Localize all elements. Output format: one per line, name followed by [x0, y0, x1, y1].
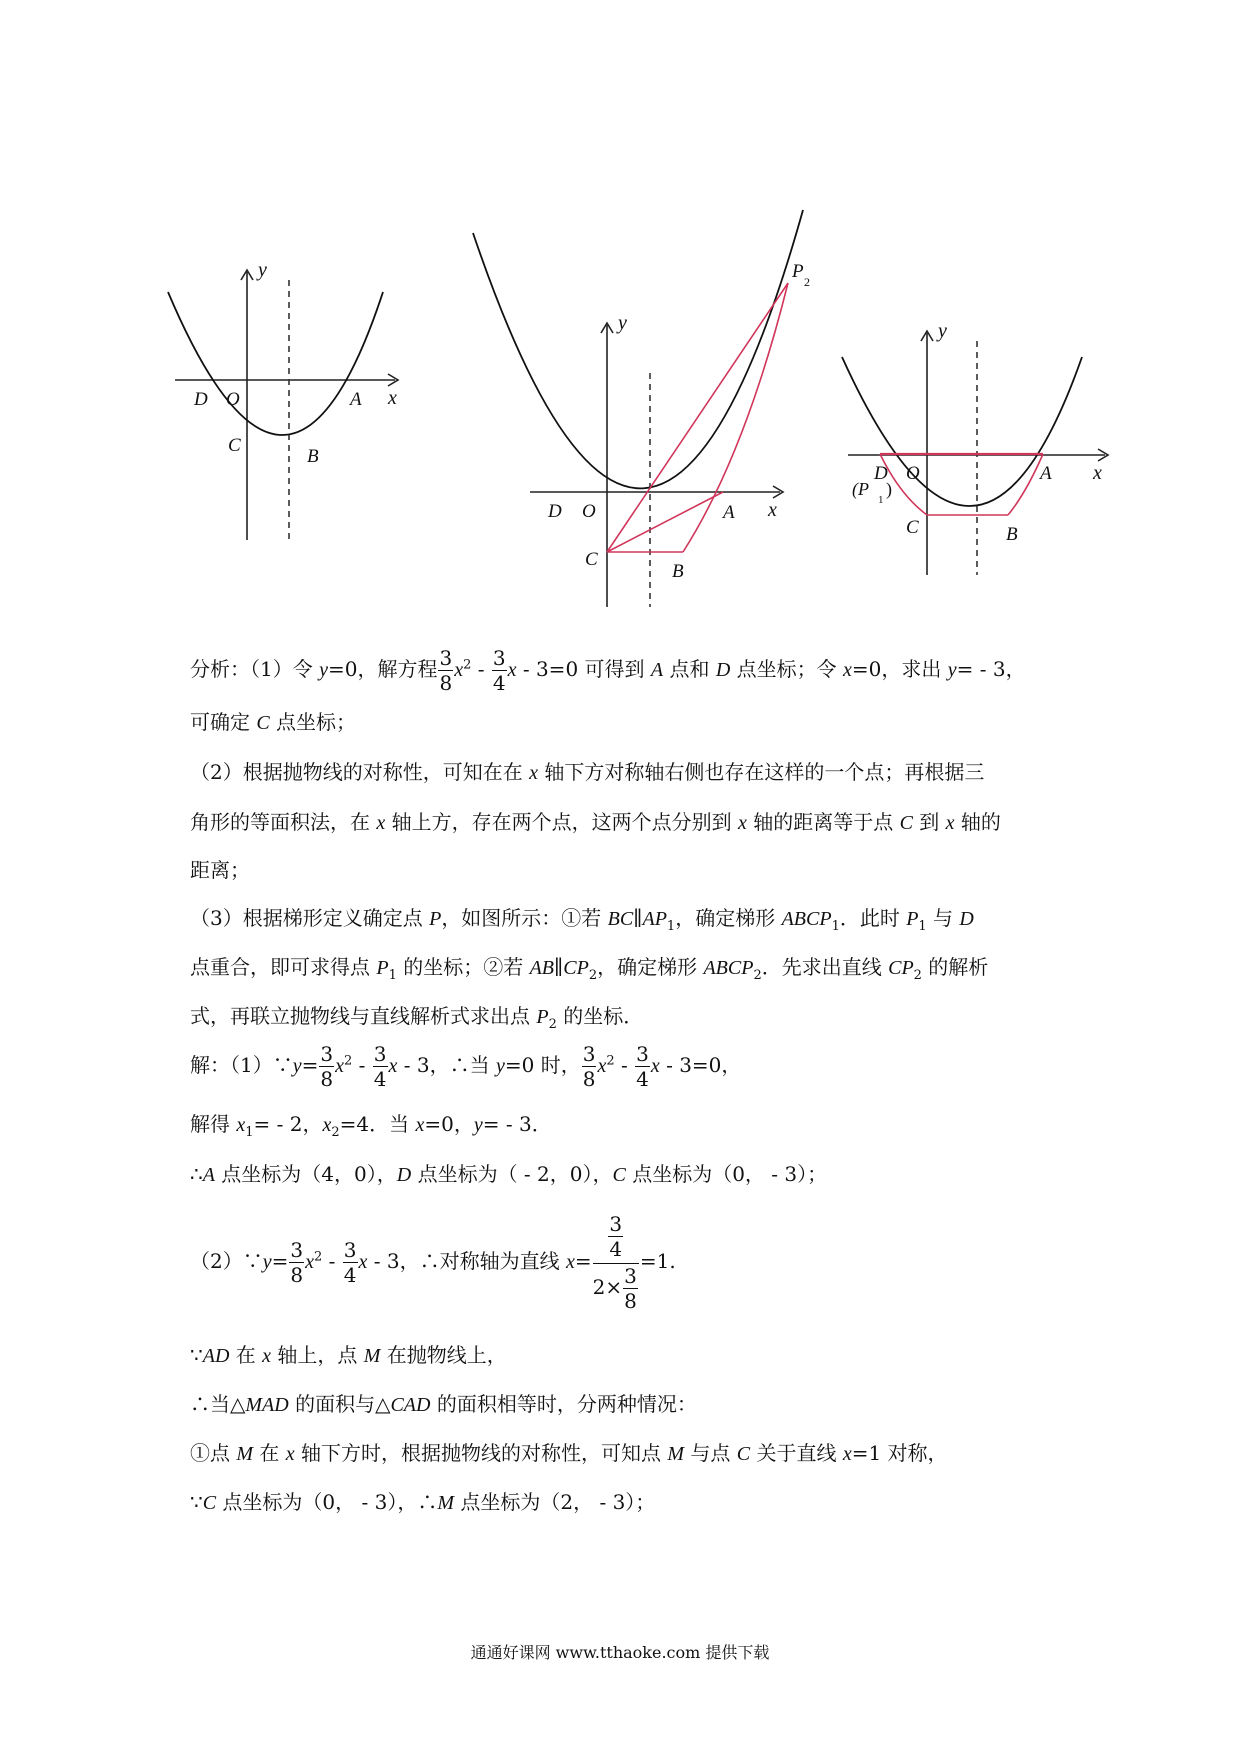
text-line-8: 式，再联立抛物线与直线解析式求出点 $P_2$ 的坐标． [190, 1004, 644, 1032]
parabola [473, 210, 803, 488]
label-P1-sub: 1 [878, 494, 884, 506]
label-D: D [548, 501, 562, 522]
label-A: A [350, 389, 362, 410]
label-y: y [938, 320, 947, 342]
label-B: B [672, 561, 684, 582]
label-P1: (P [852, 479, 869, 499]
label-y: y [618, 312, 627, 334]
text-line-9: 解：（1）∵y= $\frac{3}{8}$ $x^2$ - $\frac{3}{4}$ x - 3，∴当 y=0 时， $\frac{3}{8}$ $x^2$ - $\frac{3}{4}$ x - 3=0， [190, 1042, 742, 1091]
label-C: C [906, 517, 919, 538]
text-line-2: 可确定 C 点坐标； [190, 710, 357, 734]
text-line-4: 角形的等面积法，在 x 轴上方，存在两个点，这两个点分别到 x 轴的距离等于点 C 到 x 轴的 [190, 810, 1001, 834]
text-line-13: ∵AD 在 x 轴上，点 M 在抛物线上， [190, 1343, 507, 1367]
label-B: B [1006, 524, 1018, 545]
text-line-1: 分析：（1）令 y=0，解方程 $\frac{3}{8}$ $x^2$ - $\frac{3}{4}$ x - 3=0 可得到 A 点和 D 点坐标；令 x=0，求出 y= - 3， [190, 646, 1026, 695]
text-line-10: 解得 $x_1= - 2$，$x_2=4$．当 x=0，y= - 3． [190, 1112, 552, 1140]
label-A: A [1040, 463, 1052, 484]
text-line-3: （2）根据抛物线的对称性，可知在在 x 轴下方对称轴右侧也存在这样的一个点；再根据三 [190, 760, 985, 784]
text-line-15: ①点 M 在 x 轴下方时，根据抛物线的对称性，可知点 M 与点 C 关于直线 x=1 对称， [190, 1441, 948, 1465]
text-line-11: ∴A 点坐标为（4，0），D 点坐标为（ - 2，0），C 点坐标为（0， - 3）； [190, 1162, 828, 1186]
text-line-12: （2）∵y= $\frac{3}{8}$ $x^2$ - $\frac{3}{4}$ x - 3，∴对称轴为直线 x= $\frac{3}{4}$ 2× $\frac{3}{8}$ =1. [190, 1212, 676, 1313]
label-B: B [307, 446, 319, 467]
label-C: C [228, 435, 241, 456]
text-line-16: ∵C 点坐标为（0， - 3），∴M 点坐标为（2， - 3）； [190, 1490, 656, 1514]
label-P2: P [792, 261, 804, 282]
text-line-14: ∴当△MAD 的面积与△CAD 的面积相等时，分两种情况： [190, 1392, 697, 1416]
figure-parabola-3 [830, 315, 1120, 585]
label-x: x [768, 499, 777, 521]
label-P1-close: ) [886, 479, 892, 499]
label-O: O [226, 389, 240, 410]
segment-CA [607, 492, 723, 552]
segment-CP2 [607, 283, 788, 552]
label-y: y [258, 259, 267, 281]
text-line-6: （3）根据梯形定义确定点 P，如图所示：①若 $BC\parallel AP_1$，确定梯形 $ABCP_1$．此时 $P_1$ 与 D [190, 906, 974, 934]
figure-parabola-1 [150, 250, 450, 550]
label-D: D [194, 389, 208, 410]
label-x: x [1093, 462, 1102, 484]
text-line-7: 点重合，即可求得点 $P_1$ 的坐标；②若 $AB\parallel CP_2$，确定梯形 $ABCP_2$．先求出直线 $CP_2$ 的解析 [190, 955, 989, 983]
label-P2-sub: 2 [804, 275, 810, 289]
parabola [168, 292, 383, 435]
label-O: O [582, 501, 596, 522]
text-line-5: 距离； [190, 858, 250, 882]
footer: 通通好课网 www.tthaoke.com 提供下载 [470, 1643, 770, 1662]
label-C: C [585, 549, 598, 570]
label-D: D [874, 463, 888, 484]
label-O: O [906, 463, 920, 484]
label-x: x [388, 387, 397, 409]
figure-parabola-2 [455, 205, 815, 615]
label-A: A [723, 502, 735, 523]
